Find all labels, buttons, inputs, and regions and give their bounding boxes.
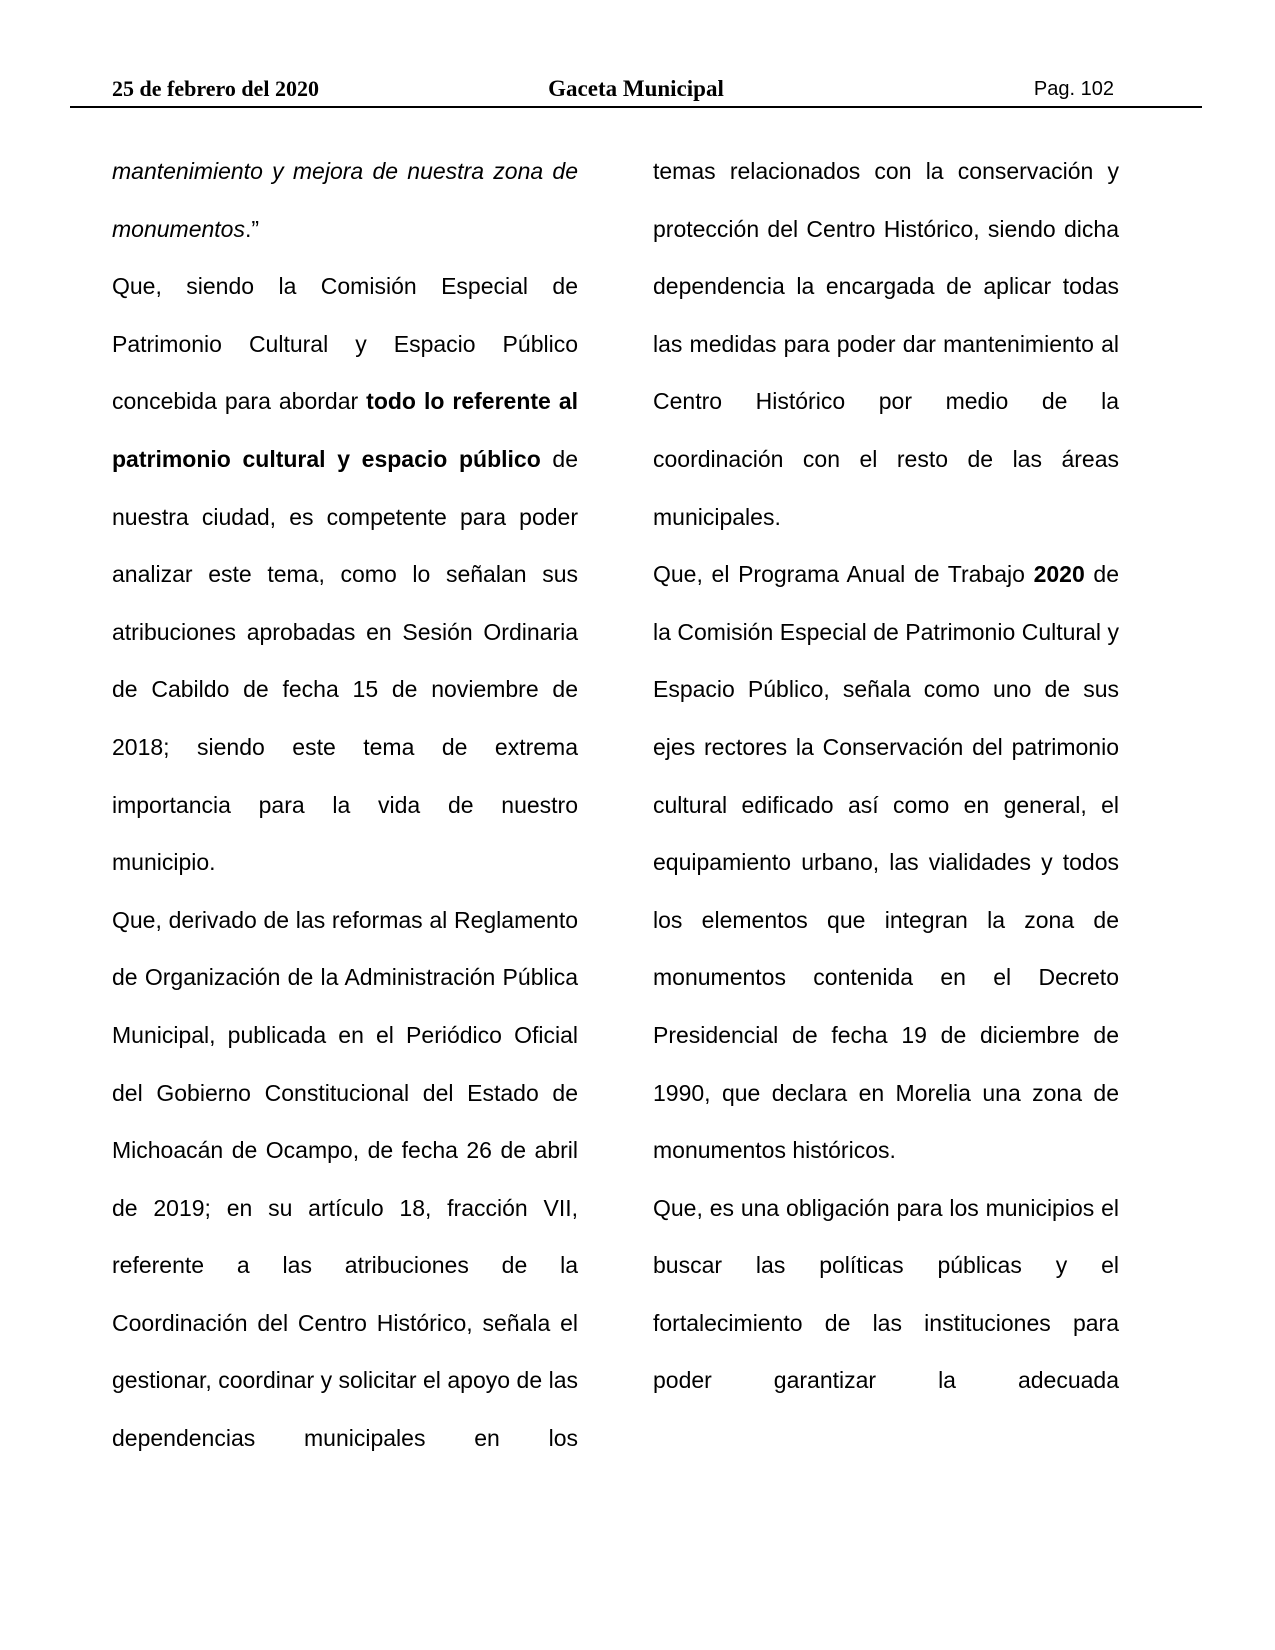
page-header (70, 70, 1202, 108)
paragraph-text: de la Comisión Especial de Patrimonio Cultural y Espacio Público, señala como uno de sus ejes rectores la Conservación del patrimonio cultural edificado así como en general, el equipamiento urbano, las vialidades y todos los elementos que integran la zona de monumentos contenida en el Decreto Presidencial de fecha 19 de diciembre de 1990, que declara en Morelia una zona de monumentos históricos. (653, 561, 1119, 1164)
header-title: Gaceta Municipal (548, 76, 724, 101)
italic-quote: mantenimiento y mejora de nuestra zona de monumentos (112, 158, 578, 242)
paragraph-right-2 (653, 546, 1119, 1180)
paragraph-right-1: temas relacionados con la conservación y protección del Centro Histórico, siendo dicha dependencia la encargada de aplicar todas las medidas para poder dar mantenimiento al Centro Histórico por medio de la coordinación con el resto de las áreas municipales. (653, 158, 1119, 530)
paragraph-left-2 (112, 258, 578, 892)
left-column (112, 143, 578, 1468)
quote-close: .” (244, 215, 260, 242)
bold-year: 2020 (1033, 561, 1085, 588)
paragraph-text: Que, el Programa Anual de Trabajo (653, 561, 1034, 588)
paragraph-left-1 (112, 143, 578, 258)
header-date: 25 de febrero del 2020 (112, 76, 319, 101)
bold-phrase: todo lo referente al patrimonio cultural y espacio público (112, 388, 578, 472)
paragraph-text: Que, siendo la Comisión Especial de Patrimonio Cultural y Espacio Público concebida para abordar (112, 273, 578, 415)
right-column (653, 143, 1119, 1410)
paragraph-left-3: Que, derivado de las reformas al Reglamento de Organización de la Administración Pública Municipal, publicada en el Periódico Oficial del Gobierno Constitucional del Estado de Michoacán de Ocampo, de fecha 26 de abril de 2019; en su artículo 18, fracción VII, referente a las atribuciones de la Coordinación del Centro Histórico, señala el gestionar, coordinar y solicitar el apoyo de las dependencias municipales en los (112, 906, 578, 1452)
paragraph-text: de nuestra ciudad, es competente para poder analizar este tema, como lo señalan sus atribuciones aprobadas en Sesión Ordinaria de Cabildo de fecha 15 de noviembre de 2018; siendo este tema de extrema importancia para la vida de nuestro municipio. (112, 445, 578, 876)
header-page-number: Pag. 102 (1033, 78, 1114, 100)
paragraph-right-3: Que, es una obligación para los municipios el buscar las políticas públicas y el fortalecimiento de las instituciones para poder garantizar la adecuada (653, 1194, 1119, 1394)
